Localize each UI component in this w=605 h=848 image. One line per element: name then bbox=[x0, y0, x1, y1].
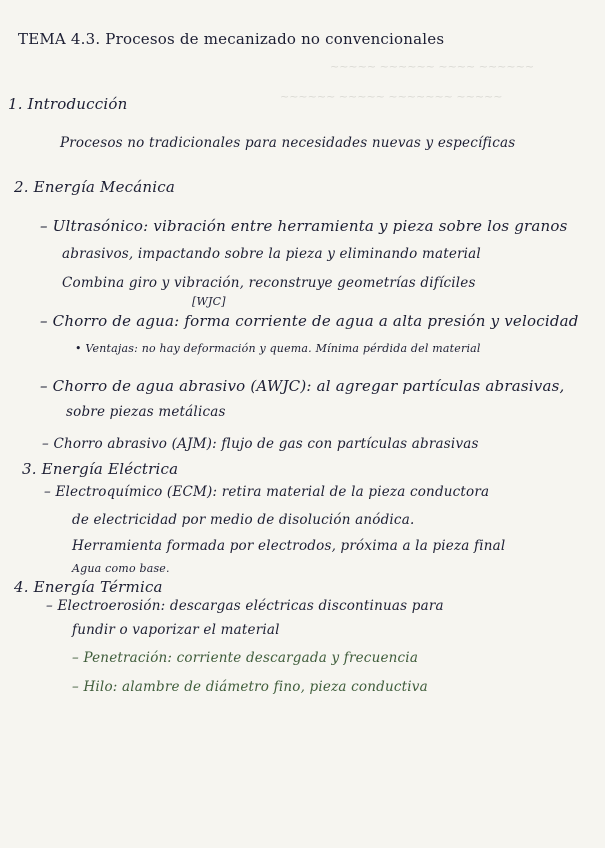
waterjet-advantages: • Ventajas: no hay deformación y quema. Mínima pérdida del material bbox=[75, 342, 481, 355]
ecm-line-1: – Electroquímico (ECM): retira material de la pieza conductora bbox=[44, 484, 490, 500]
section-1-heading: 1. Introducción bbox=[8, 95, 128, 113]
abrasive-waterjet-line-1: – Chorro de agua abrasivo (AWJC): al agregar partículas abrasivas, bbox=[40, 377, 565, 395]
section-4-heading: 4. Energía Térmica bbox=[14, 578, 163, 596]
bleed-through-text: ~~~~~ ~~~~~~ ~~~~ ~~~~~~ bbox=[330, 60, 535, 73]
ultrasonic-line-2: abrasivos, impactando sobre la pieza y eliminando material bbox=[62, 246, 481, 262]
edm-line-1: – Electroerosión: descargas eléctricas discontinuas para bbox=[46, 598, 444, 614]
abrasive-jet-line: – Chorro abrasivo (AJM): flujo de gas con partículas abrasivas bbox=[42, 436, 479, 452]
waterjet-line: – Chorro de agua: forma corriente de agua a alta presión y velocidad bbox=[40, 312, 579, 330]
section-2-heading: 2. Energía Mecánica bbox=[14, 178, 176, 196]
ultrasonic-line-3: Combina giro y vibración, reconstruye geometrías difíciles bbox=[62, 275, 476, 291]
ecm-line-2: de electricidad por medio de disolución anódica. bbox=[72, 512, 415, 528]
page-title: TEMA 4.3. Procesos de mecanizado no convencionales bbox=[18, 30, 445, 48]
waterjet-abbrev-note: [WJC] bbox=[192, 295, 226, 308]
penetration-line: – Penetración: corriente descargada y frecuencia bbox=[72, 650, 419, 666]
section-3-heading: 3. Energía Eléctrica bbox=[22, 460, 179, 478]
intro-text: Procesos no tradicionales para necesidades nuevas y específicas bbox=[60, 135, 516, 151]
ecm-line-4: Agua como base. bbox=[72, 562, 170, 575]
ultrasonic-line-1: – Ultrasónico: vibración entre herramienta y pieza sobre los granos bbox=[40, 217, 568, 235]
ecm-line-3: Herramienta formada por electrodos, próxima a la pieza final bbox=[72, 538, 506, 554]
abrasive-waterjet-line-2: sobre piezas metálicas bbox=[66, 404, 226, 420]
edm-line-2: fundir o vaporizar el material bbox=[72, 622, 280, 638]
bleed-through-text: ~~~~~~ ~~~~~ ~~~~~~~ ~~~~~ bbox=[280, 90, 503, 103]
wire-edm-line: – Hilo: alambre de diámetro fino, pieza conductiva bbox=[72, 679, 428, 695]
